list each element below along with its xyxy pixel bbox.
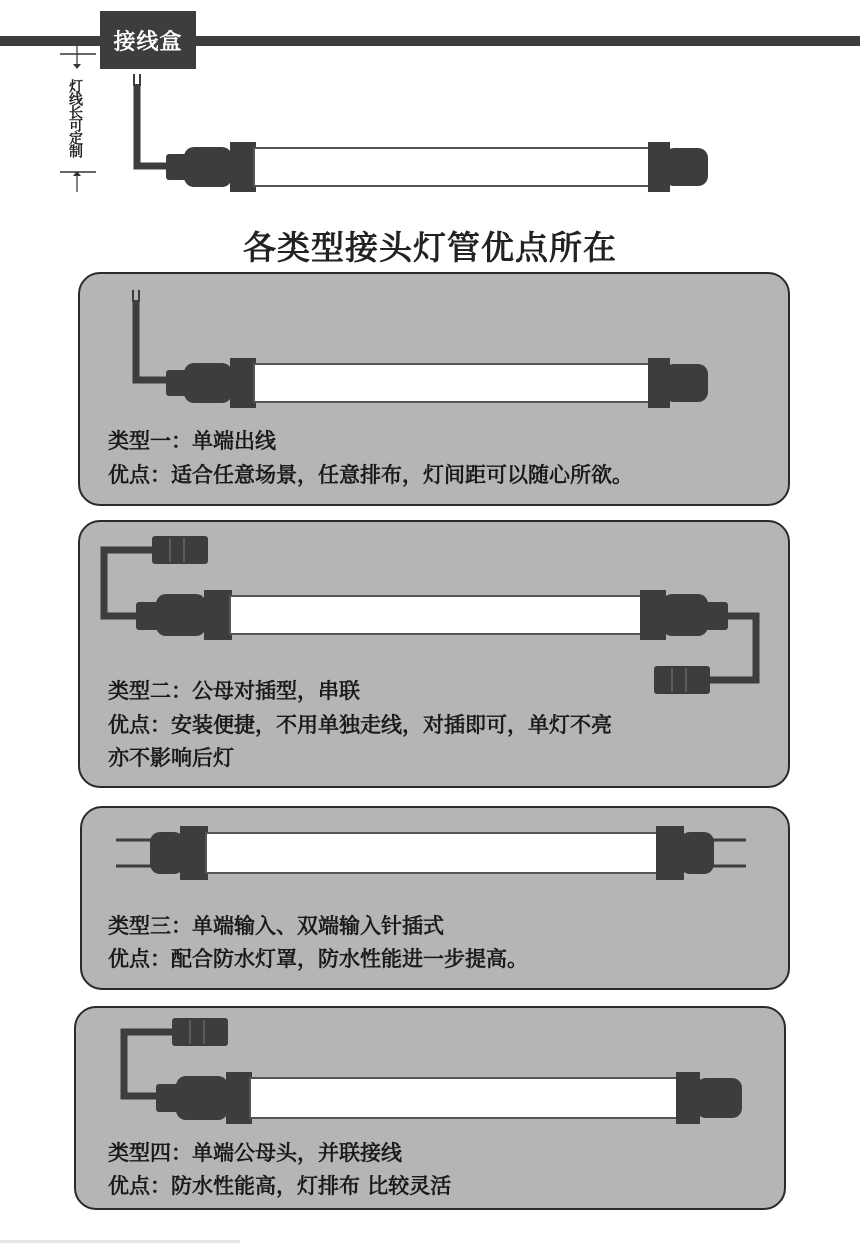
type-3-title: 类型三：单端输入、双端输入针插式	[108, 914, 444, 938]
bottom-divider	[0, 1240, 240, 1243]
type-3-advantage: 优点：配合防水灯罩，防水性能进一步提高。	[108, 947, 528, 971]
type-2-title: 类型二：公母对插型，串联	[108, 679, 360, 703]
type-1-title: 类型一：单端出线	[108, 429, 276, 453]
type-1-advantage: 优点：适合任意场景，任意排布，灯间距可以随心所欲。	[108, 463, 633, 487]
type-4-advantage: 优点：防水性能高，灯排布 比较灵活	[108, 1174, 452, 1198]
page-heading: 各类型接头灯管优点所在	[243, 228, 617, 267]
junction-box-label: 接线盒	[100, 11, 196, 69]
type-4-title: 类型四：单端公母头，并联接线	[108, 1141, 402, 1165]
type-2-advantage-line-1: 优点：安装便捷，不用单独走线，对插即可，单灯不亮	[108, 713, 612, 737]
type-2-advantage-line-2: 亦不影响后灯	[108, 746, 234, 770]
cable-length-label: 灯线长可定制	[67, 79, 83, 157]
